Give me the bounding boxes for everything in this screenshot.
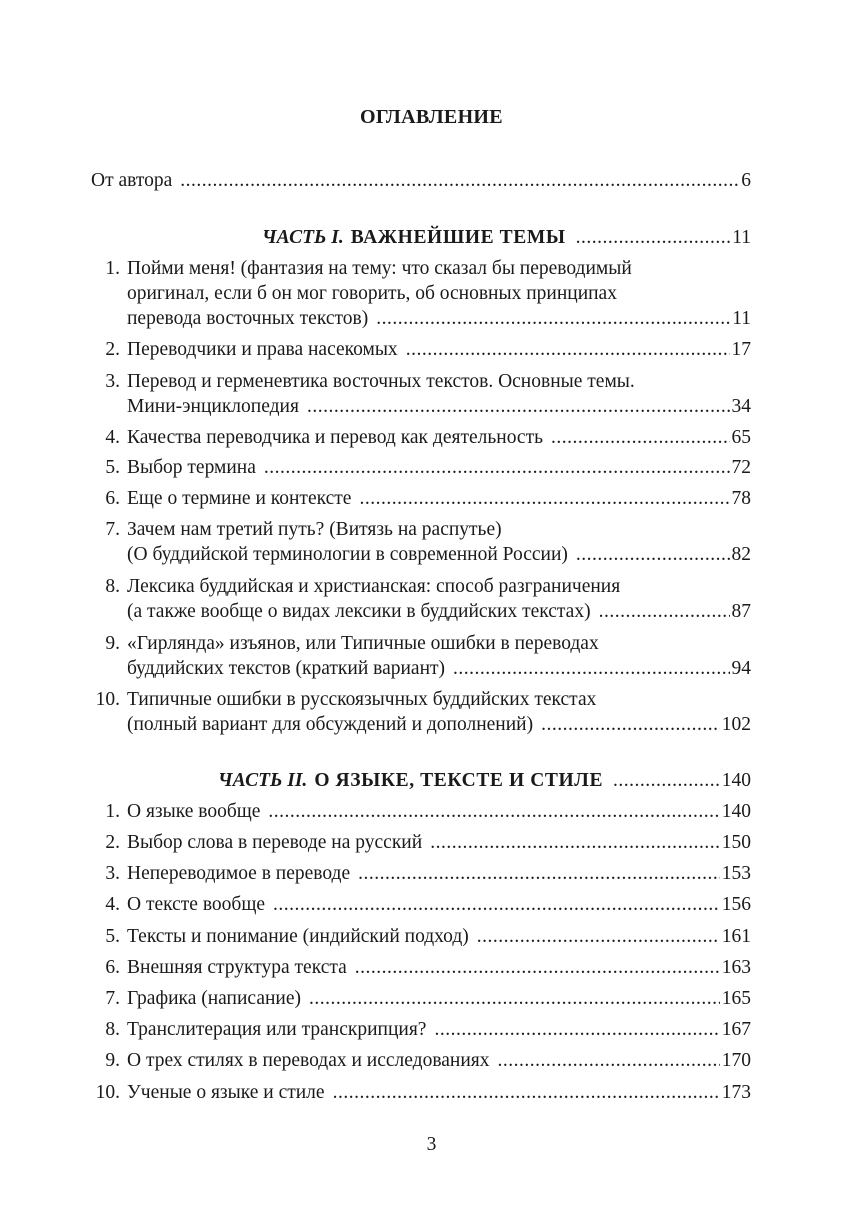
toc-entry-text: От автора bbox=[91, 170, 173, 191]
toc-entry-page: 173 bbox=[721, 1082, 751, 1103]
item-number: 9. bbox=[105, 1050, 120, 1071]
toc-entry-text: (а также вообще о видах лексики в буддийских текстах) bbox=[127, 601, 591, 622]
dot-leader bbox=[498, 1048, 720, 1074]
item-number: 8. bbox=[105, 576, 120, 597]
toc-entry-page: 11 bbox=[732, 308, 751, 329]
toc-entry-page: 102 bbox=[721, 714, 751, 735]
item-number: 3. bbox=[105, 371, 120, 392]
toc-entry-text: О трех стилях в переводах и исследованиях bbox=[127, 1050, 490, 1071]
dot-leader bbox=[180, 168, 739, 194]
part-1-name: ВАЖНЕЙШИЕ ТЕМЫ bbox=[350, 227, 566, 248]
item-text-line: Зачем нам третий путь? (Витязь на распутье) bbox=[127, 519, 502, 540]
toc-entry-page: 34 bbox=[731, 396, 751, 417]
toc-entry-page: 165 bbox=[721, 988, 751, 1009]
dot-leader bbox=[376, 306, 730, 332]
toc-entry-page: 78 bbox=[731, 488, 751, 509]
toc-entry-page: 87 bbox=[731, 601, 751, 622]
part-1-page: 11 bbox=[732, 227, 751, 248]
dot-leader bbox=[268, 799, 719, 825]
part-2-page: 140 bbox=[721, 770, 751, 791]
part-2-heading[interactable] bbox=[218, 768, 751, 794]
toc-entry-text: О языке вообще bbox=[127, 801, 261, 822]
item-number: 2. bbox=[105, 832, 120, 853]
toc-entry-text: Тексты и понимание (индийский подход) bbox=[127, 926, 469, 947]
part-2-label: ЧАСТЬ II. bbox=[218, 770, 308, 791]
dot-leader bbox=[264, 455, 730, 481]
toc-entry-part1-10[interactable] bbox=[127, 712, 751, 738]
item-number: 4. bbox=[105, 894, 120, 915]
item-number: 1. bbox=[105, 258, 120, 279]
dot-leader bbox=[576, 542, 730, 568]
dot-leader bbox=[551, 425, 730, 451]
item-number: 7. bbox=[105, 988, 120, 1009]
page-number: 3 bbox=[426, 1134, 437, 1155]
item-number: 10. bbox=[95, 1082, 120, 1103]
toc-entry-page: 167 bbox=[721, 1019, 751, 1040]
dot-leader bbox=[613, 768, 720, 794]
toc-entry-part2-3[interactable] bbox=[127, 861, 751, 887]
toc-entry-part1-6[interactable] bbox=[127, 486, 751, 512]
toc-entry-page: 6 bbox=[741, 170, 751, 191]
toc-entry-page: 153 bbox=[721, 863, 751, 884]
toc-entry-page: 72 bbox=[731, 457, 751, 478]
dot-leader bbox=[333, 1080, 720, 1106]
item-number: 5. bbox=[105, 926, 120, 947]
toc-entry-page: 94 bbox=[731, 658, 751, 679]
dot-leader bbox=[359, 486, 729, 512]
toc-entry-part1-8[interactable] bbox=[127, 599, 751, 625]
toc-entry-page: 140 bbox=[721, 801, 751, 822]
toc-entry-text: Транслитерация или транскрипция? bbox=[127, 1019, 427, 1040]
toc-entry-part2-10[interactable] bbox=[127, 1080, 751, 1106]
toc-entry-page: 65 bbox=[731, 427, 751, 448]
item-number: 9. bbox=[105, 633, 120, 654]
toc-entry-text: (О буддийской терминологии в современной России) bbox=[127, 544, 568, 565]
dot-leader bbox=[309, 986, 720, 1012]
toc-entry-part1-3[interactable] bbox=[127, 394, 751, 420]
toc-entry-text: О тексте вообще bbox=[127, 894, 265, 915]
toc-entry-page: 156 bbox=[721, 894, 751, 915]
dot-leader bbox=[477, 924, 720, 950]
toc-title: ОГЛАВЛЕНИЕ bbox=[360, 106, 503, 128]
toc-entry-text: буддийских текстов (краткий вариант) bbox=[127, 658, 446, 679]
toc-entry-page: 163 bbox=[721, 957, 751, 978]
toc-entry-part2-4[interactable] bbox=[127, 892, 751, 918]
toc-entry-text: Выбор термина bbox=[127, 457, 256, 478]
toc-entry-part1-9[interactable] bbox=[127, 656, 751, 682]
toc-entry-text: перевода восточных текстов) bbox=[127, 308, 369, 329]
toc-entry-part2-7[interactable] bbox=[127, 986, 751, 1012]
part-1-heading[interactable] bbox=[262, 225, 751, 251]
toc-entry-part2-9[interactable] bbox=[127, 1048, 751, 1074]
toc-entry-text: Непереводимое в переводе bbox=[127, 863, 351, 884]
toc-entry-text: Ученые о языке и стиле bbox=[127, 1082, 325, 1103]
item-number: 3. bbox=[105, 863, 120, 884]
toc-entry-part1-1[interactable] bbox=[127, 306, 751, 332]
dot-leader bbox=[307, 394, 730, 420]
item-text-line: «Гирлянда» изъянов, или Типичные ошибки в переводах bbox=[127, 633, 599, 654]
dot-leader bbox=[453, 656, 729, 682]
dot-leader bbox=[430, 830, 720, 856]
toc-entry-text: Еще о термине и контексте bbox=[127, 488, 352, 509]
toc-entry-text: Мини-энциклопедия bbox=[127, 396, 299, 417]
toc-entry-part2-1[interactable] bbox=[127, 799, 751, 825]
part-2-name: О ЯЗЫКЕ, ТЕКСТЕ И СТИЛЕ bbox=[314, 770, 604, 791]
toc-entry-part2-2[interactable] bbox=[127, 830, 751, 856]
dot-leader bbox=[358, 861, 720, 887]
toc-entry-page: 150 bbox=[721, 832, 751, 853]
toc-entry-text: Выбор слова в переводе на русский bbox=[127, 832, 423, 853]
item-number: 1. bbox=[105, 801, 120, 822]
item-number: 10. bbox=[95, 689, 120, 710]
item-number: 5. bbox=[105, 457, 120, 478]
item-text-line: Типичные ошибки в русскоязычных буддийских текстах bbox=[127, 689, 597, 710]
item-number: 7. bbox=[105, 519, 120, 540]
toc-entry-page: 170 bbox=[721, 1050, 751, 1071]
toc-entry-text: (полный вариант для обсуждений и дополнений) bbox=[127, 714, 534, 735]
item-text-line: Лексика буддийская и христианская: способ разграничения bbox=[127, 576, 621, 597]
item-number: 6. bbox=[105, 488, 120, 509]
toc-entry-part1-7[interactable] bbox=[127, 542, 751, 568]
toc-entry-page: 161 bbox=[721, 926, 751, 947]
toc-entry-part1-2[interactable] bbox=[127, 337, 751, 363]
toc-entry-part2-8[interactable] bbox=[127, 1017, 751, 1043]
item-text-line: Перевод и герменевтика восточных текстов. Основные темы. bbox=[127, 371, 635, 392]
toc-entry-page: 17 bbox=[731, 339, 751, 360]
item-number: 8. bbox=[105, 1019, 120, 1040]
item-text-line: оригинал, если б он мог говорить, об основных принципах bbox=[127, 283, 617, 304]
dot-leader bbox=[434, 1017, 719, 1043]
item-number: 4. bbox=[105, 427, 120, 448]
toc-entry-part2-5[interactable] bbox=[127, 924, 751, 950]
toc-entry-part2-6[interactable] bbox=[127, 955, 751, 981]
toc-entry-text: Внешняя структура текста bbox=[127, 957, 347, 978]
part-1-label: ЧАСТЬ I. bbox=[262, 227, 344, 248]
toc-entry-part1-5[interactable] bbox=[127, 455, 751, 481]
dot-leader bbox=[406, 337, 730, 363]
dot-leader bbox=[273, 892, 720, 918]
item-text-line: Пойми меня! (фантазия на тему: что сказал бы переводимый bbox=[127, 258, 632, 279]
toc-entry-intro[interactable] bbox=[91, 168, 751, 194]
toc-entry-text: Переводчики и права насекомых bbox=[127, 339, 398, 360]
dot-leader bbox=[576, 225, 731, 251]
dot-leader bbox=[599, 599, 730, 625]
toc-entry-text: Графика (написание) bbox=[127, 988, 301, 1009]
dot-leader bbox=[541, 712, 720, 738]
item-number: 2. bbox=[105, 339, 120, 360]
item-number: 6. bbox=[105, 957, 120, 978]
toc-entry-text: Качества переводчика и перевод как деятельность bbox=[127, 427, 543, 448]
dot-leader bbox=[355, 955, 720, 981]
toc-entry-page: 82 bbox=[731, 544, 751, 565]
toc-entry-part1-4[interactable] bbox=[127, 425, 751, 451]
